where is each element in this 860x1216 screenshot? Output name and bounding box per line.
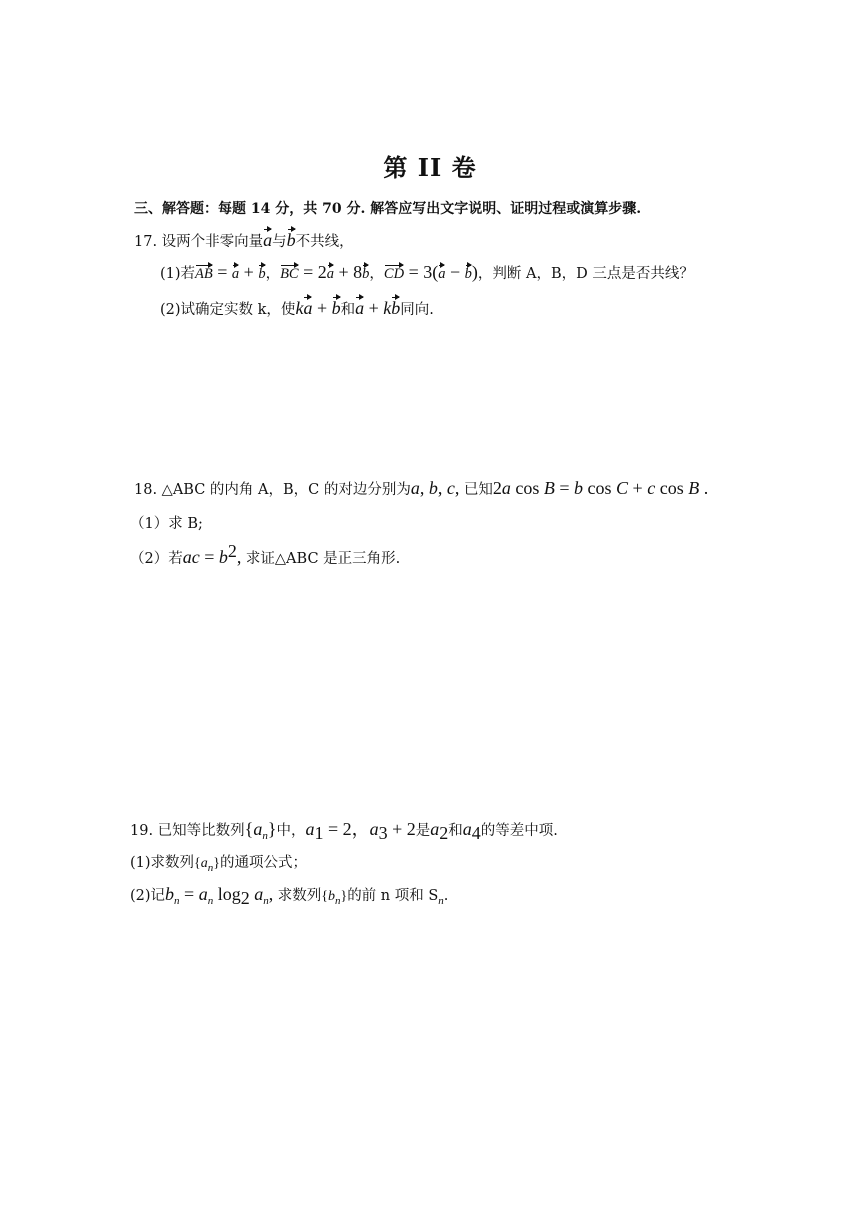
q17-part2: (2)试确定实数 k，使ka + b和a + kb同向. — [160, 298, 434, 318]
q17-stem: 17. 设两个非零向量a与b不共线， — [134, 230, 354, 250]
q19-part1: (1)求数列$\{a_n\}$的通项公式； — [130, 855, 308, 874]
q18-number: 18. — [134, 482, 158, 498]
q19-number: 19. — [130, 823, 154, 839]
q18-stem: 18. △ABC 的内角 A，B，C 的对边分别为a, b, c, 已知2a cos B = b cos C + c cos B . — [134, 478, 709, 498]
q19-stem: 19. 已知等比数列$\{a_n\}$中，$a_1 = 2$，$a_3 + 2$是$a_2$和$a_4$的等差中项. — [130, 819, 558, 843]
q19-part2: (2)记$b_n = a_n$ $\log_2 a_n$, 求数列$\{b_n\}$的前 n 项和 $S_n$. — [130, 884, 449, 908]
q17-number: 17. — [134, 234, 158, 250]
page-title: 第 II 卷 — [383, 153, 477, 182]
q18-part2: （2）若ac = $b^2$, 求证△ABC 是正三角形. — [130, 541, 401, 567]
section-heading: 三、解答题：每题 14 分，共 70 分. 解答应写出文字说明、证明过程或演算步骤. — [134, 201, 642, 217]
q18-part1: （1）求 B; — [130, 516, 203, 532]
q17-part1: (1)若AB = a + b，BC = 2a + 8b，CD = 3(a − b)，判断 A，B，D 三点是否共线？ — [160, 262, 694, 282]
